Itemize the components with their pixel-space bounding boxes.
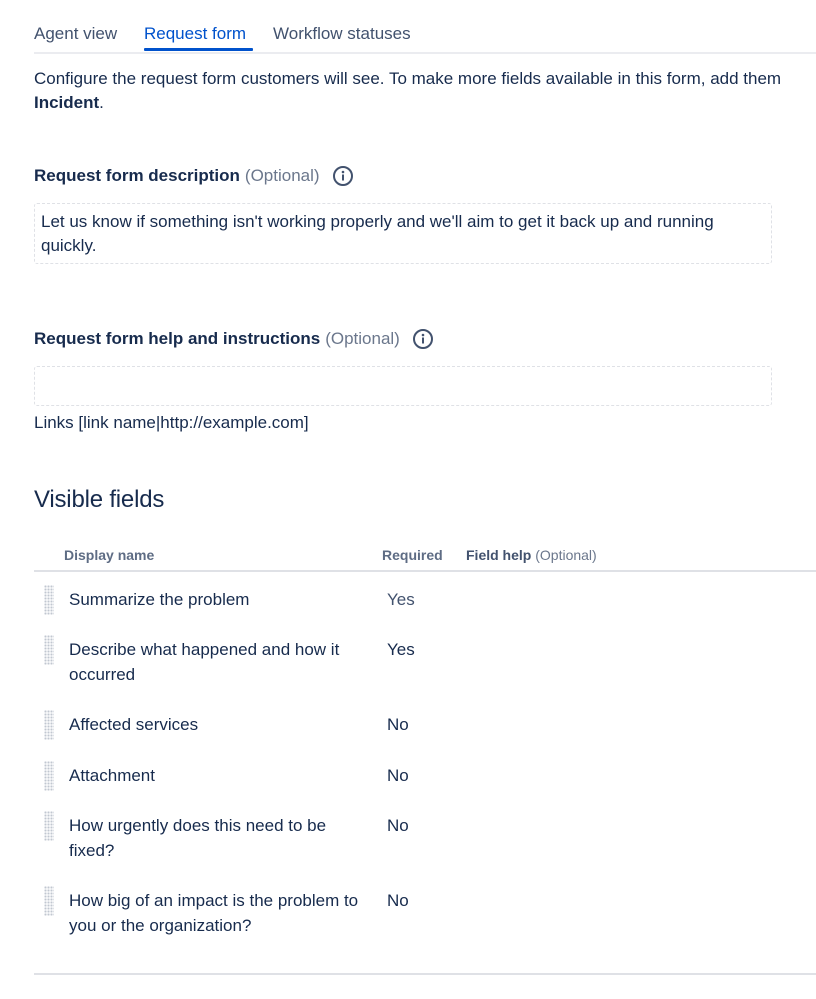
description-textarea[interactable]: Let us know if something isn't working properly and we'll aim to get it back up and running quickly. xyxy=(34,203,772,264)
column-field-help xyxy=(466,547,597,563)
field-required[interactable]: No xyxy=(387,766,409,785)
intro-line-1: Configure the request form customers will see. To make more fields available in this form, add them xyxy=(34,69,782,88)
tab-workflow-statuses[interactable]: Workflow statuses xyxy=(273,24,411,43)
field-required[interactable]: No xyxy=(387,891,409,910)
field-display-name: Attachment xyxy=(69,766,155,785)
intro-line-2 xyxy=(34,91,816,115)
column-required: Required xyxy=(382,547,443,563)
active-tab-indicator xyxy=(144,48,253,51)
field-required[interactable]: No xyxy=(387,715,409,734)
intro-text xyxy=(34,67,816,115)
drag-handle-icon[interactable] xyxy=(44,710,54,740)
drag-handle-icon[interactable] xyxy=(44,635,54,665)
field-display-name: Affected services xyxy=(69,715,199,734)
info-icon[interactable] xyxy=(412,328,434,350)
description-optional: (Optional) xyxy=(244,166,320,185)
column-display-name: Display name xyxy=(64,547,155,563)
visible-fields-heading: Visible fields xyxy=(34,486,165,513)
drag-handle-icon[interactable] xyxy=(44,761,54,791)
intro-line-2-rest: . xyxy=(99,93,104,112)
column-field-help-optional: (Optional) xyxy=(535,547,597,563)
field-display-name: Describe what happened and how it occurred xyxy=(69,640,340,684)
help-label-text: Request form help and instructions xyxy=(34,329,321,348)
field-required[interactable]: Yes xyxy=(387,640,415,659)
description-label xyxy=(34,165,354,187)
help-optional: (Optional) xyxy=(325,329,400,348)
column-field-help-label: Field help xyxy=(466,547,532,563)
help-label xyxy=(34,328,434,350)
drag-handle-icon[interactable] xyxy=(44,811,54,841)
field-display-name: Summarize the problem xyxy=(69,590,250,609)
table-bottom-divider xyxy=(34,973,816,975)
drag-handle-icon[interactable] xyxy=(44,886,54,916)
description-label-text: Request form description xyxy=(34,166,240,185)
tab-agent-view[interactable]: Agent view xyxy=(34,24,118,43)
field-required[interactable]: Yes xyxy=(387,590,415,609)
help-textarea[interactable] xyxy=(34,366,772,406)
tab-bar xyxy=(34,0,816,54)
table-header xyxy=(34,544,816,572)
request-type-name: Incident xyxy=(34,93,100,112)
field-display-name: How urgently does this need to be fixed? xyxy=(69,816,327,860)
field-required[interactable]: No xyxy=(387,816,409,835)
field-display-name: How big of an impact is the problem to you or the organization? xyxy=(69,891,359,935)
tab-request-form[interactable]: Request form xyxy=(144,24,247,43)
info-icon[interactable] xyxy=(332,165,354,187)
drag-handle-icon[interactable] xyxy=(44,585,54,615)
links-hint: Links [link name|http://example.com] xyxy=(34,413,309,432)
